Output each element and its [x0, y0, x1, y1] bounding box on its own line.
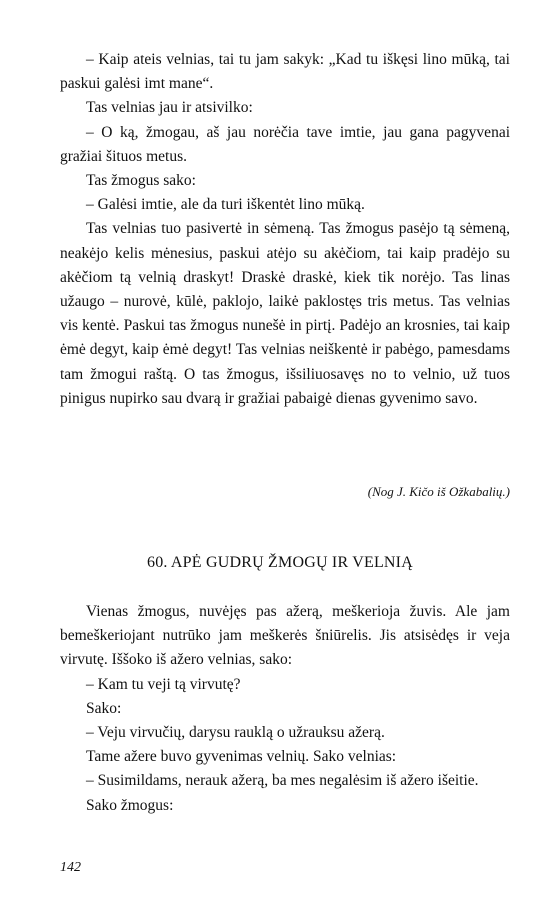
new-story-text — [60, 600, 510, 818]
paragraph: – Veju virvučių, darysu rauklą o užrauksu ažerą. — [86, 724, 385, 742]
story-end-text — [60, 48, 510, 411]
paragraph: Tame ažere buvo gyvenimas velnių. Sako velnias: — [86, 748, 397, 766]
paragraph: Vienas žmogus, nuvėjęs pas ažerą, meškerioja žuvis. Ale jam bemeškeriojant nutrūko jam meškerės šniūrelis. Jis atsisėdęs ir veja virvutę. Iššoko iš ažero velnias, sako: — [60, 603, 510, 669]
paragraph: – Susimildams, nerauk ažerą, ba mes negalėsim iš ažero išeitie. — [86, 772, 479, 790]
paragraph: Sako: — [86, 699, 122, 717]
paragraph: – Galėsi imtie, ale da turi iškentėt lino mūką. — [86, 196, 365, 214]
story-title: 60. APĖ GUDRŲ ŽMOGŲ IR VELNIĄ — [147, 554, 413, 571]
paragraph: Tas velnias jau ir atsivilko: — [86, 99, 253, 117]
paragraph: Sako žmogus: — [86, 796, 174, 814]
paragraph: Tas žmogus sako: — [86, 172, 196, 190]
paragraph: – Kam tu veji tą virvutę? — [86, 675, 241, 693]
paragraph: – Kaip ateis velnias, tai tu jam sakyk: „Kad tu iškęsi lino mūką, tai paskui galėsi imt mane“. — [60, 51, 510, 93]
paragraph: – O ką, žmogau, aš jau norėčia tave imtie, jau gana pagyvenai gražiai šituos metus. — [60, 123, 510, 165]
paragraph: Tas velnias tuo pasivertė in sėmeną. Tas žmogus pasėjo tą sėmeną, neakėjo kelis mėnesius, paskui atėjo su akėčiom, tai kaip pradėjo su akėčiom tą velnią draskyt! Draskė draskė, kiek tik norėjo. Tas linas užaugo – nurovė, kūlė, paklojo, laikė paklostęs tris metus. Tas velnias vis kentė. Paskui tas žmogus nunešė in pirtį. Padėjo an krosnies, tai kaip ėmė degyt, kaip ėmė degyt! Tas velnias neiškentė ir pabėgo, pamesdams tam žmogui raštą. O tas žmogus, išsiliuosavęs no to velnio, už tuos pinigus nupirko sau dvarą ir gražiai pabaigė dienas gyvenimo savo. — [60, 220, 510, 407]
page-number: 142 — [60, 860, 81, 875]
story-attribution: (Nog J. Kičo iš Ožkabalių.) — [367, 484, 510, 499]
